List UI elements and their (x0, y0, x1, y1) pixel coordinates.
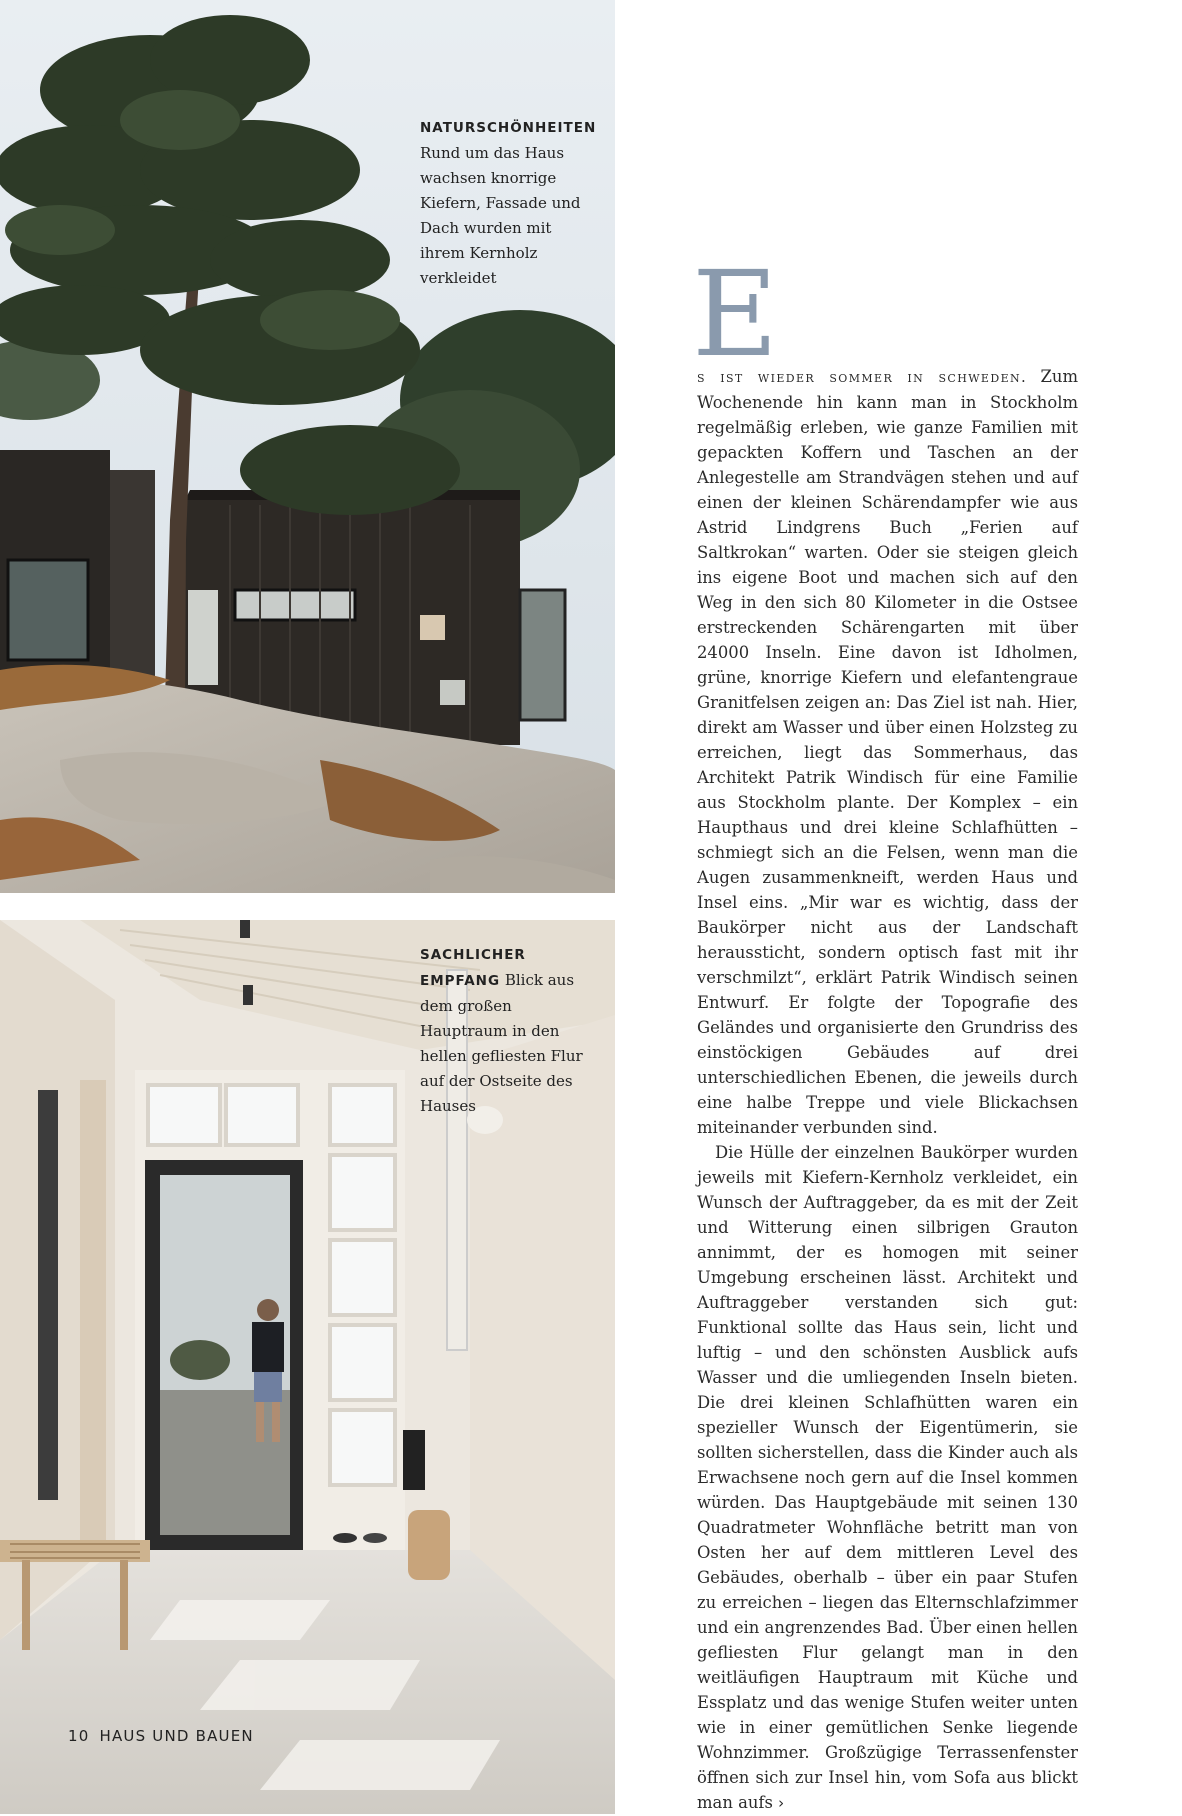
page-number: 10 (68, 1727, 90, 1745)
article-paragraph (697, 364, 1078, 1140)
section-name: HAUS UND BAUEN (99, 1727, 254, 1745)
article-body (697, 364, 1078, 1816)
drop-cap: E (692, 245, 779, 383)
caption-exterior (420, 115, 600, 291)
caption-text: Rund um das Haus wachsen knorrige Kiefern, Fassade und Dach wurden mit ihrem Kernholz verkleidet (420, 144, 581, 287)
caption-text: Blick aus dem großen Hauptraum in den hellen gefliesten Flur auf der Ostseite des Hauses (420, 971, 583, 1115)
page-folio (68, 1727, 254, 1745)
paragraph-text: Zum Wochenende hin kann man in Stockholm regelmäßig erleben, wie ganze Familien mit gepackten Koffern und Taschen an der Anlegestelle am Strandvägen stehen und auf einen der kleinen Schärendampfer wie aus Astrid Lindgrens Buch „Ferien auf Saltkrokan“ warten. Oder sie steigen gleich ins eigene Boot und machen sich auf den Weg in den sich 80 Kilometer in die Ostsee erstreckenden Schärengarten mit über 24000 Inseln. Eine davon ist Idholmen, grüne, knorrige Kiefern und elefantengraue Granitfelsen zeigen an: Das Ziel ist nah. Hier, direkt am Wasser und über einen Holzsteg zu erreichen, liegt das Sommerhaus, das Architekt Patrik Windisch für eine Familie aus Stockholm plante. Der Komplex – ein Haupthaus und drei kleine Schlafhütten – schmiegt sich an die Felsen, wenn man die Augen zusammenkneift, werden Haus und Insel eins. „Mir war es wichtig, dass der Baukörper nicht aus der Landschaft heraussticht, sondern optisch fast mit ihr verschmilzt“, erklärt Patrik Windisch seinen Entwurf. Er folgte der Topografie des Geländes und organisierte den Grundriss des einstöckigen Gebäudes auf drei unterschiedlichen Ebenen, die jeweils durch eine halbe Treppe und viele Blickachsen miteinander verbunden sind. (697, 367, 1078, 1137)
lead-in-small-caps: s ist wieder sommer in schweden. (697, 368, 1028, 386)
caption-title: NATURSCHÖNHEITEN (420, 120, 597, 136)
caption-hallway (420, 942, 600, 1119)
article-paragraph (697, 1140, 1078, 1816)
paragraph-text: Die Hülle der einzelnen Baukörper wurden jeweils mit Kiefern-Kernholz verkleidet, ein Wunsch der Auftraggeber, da es mit der Zeit und Witterung einen silbrigen Grauton annimmt, der es homogen mit seiner Umgebung erscheinen lässt. Architekt und Auftraggeber verstanden sich gut: Funktional sollte das Haus sein, licht und luftig – und den schönsten Ausblick aufs Wasser und die umliegenden Inseln bieten. Die drei kleinen Schlafhütten waren ein spezieller Wunsch der Eigentümerin, sie sollten sicherstellen, dass die Kinder auch als Erwachsene noch gern auf die Insel kommen würden. Das Hauptgebäude mit seinen 130 Quadratmeter Wohnfläche betritt man von Osten her auf dem mittleren Level des Gebäudes, oberhalb – über ein paar Stufen zu erreichen – liegen das Elternschlafzimmer und ein angrenzendes Bad. Über einen hellen gefliesten Flur gelangt man in den weitläufigen Hauptraum mit Küche und Essplatz und das wenige Stufen weiter unten wie in einer gemütlichen Senke liegende Wohnzimmer. Großzügige Terrassenfenster öffnen sich zur Insel hin, vom Sofa aus blickt man aufs (697, 1143, 1078, 1812)
continue-arrow-icon: › (778, 1794, 785, 1812)
caption-title: SACHLICHER EMPFANG (420, 947, 526, 989)
